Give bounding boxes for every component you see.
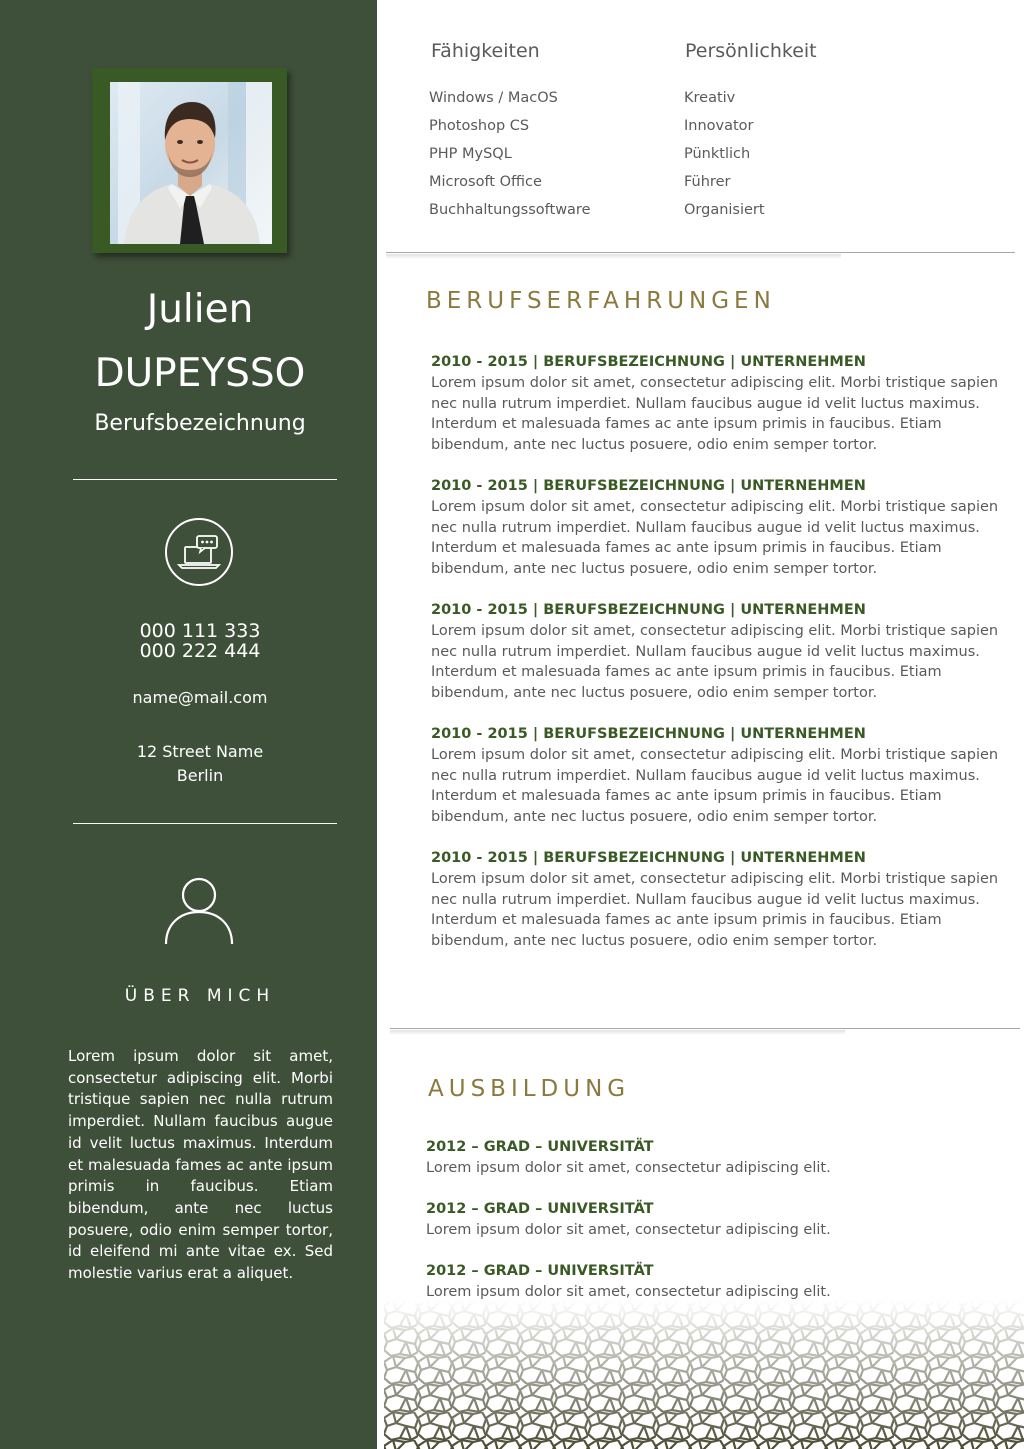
main-content [377, 0, 1024, 1449]
education-heading: 2012 – GRAD – UNIVERSITÄT [426, 1201, 654, 1217]
experience-description: Lorem ipsum dolor sit amet, consectetur adipiscing elit. Morbi tristique sapien nec nulla rutrum imperdiet. Nullam faucibus augue id velit luctus maximus. Interdum et malesuada fames ac ante ipsum primis in faucibus. Etiam bibendum, ante nec luctus posuere, odio enim semper tortor. [431, 871, 999, 950]
section-divider [390, 1028, 1020, 1029]
personality-item: Kreativ [684, 90, 736, 106]
education-entry [426, 1137, 996, 1179]
personality-item: Organisiert [684, 202, 765, 218]
skill-item: Photoshop CS [429, 118, 530, 134]
divider-shadow [386, 254, 841, 259]
experience-heading: 2010 - 2015 | BERUFSBEZEICHNUNG | UNTERNEHMEN [431, 354, 866, 370]
job-title: Berufsbezeichnung [94, 411, 306, 436]
first-name: Julien [146, 287, 254, 332]
personality-title: Persönlichkeit [685, 40, 817, 62]
experience-entry [431, 724, 1001, 828]
street-address: 12 Street Name [136, 742, 264, 761]
experience-heading: 2010 - 2015 | BERUFSBEZEICHNUNG | UNTERNEHMEN [431, 478, 866, 494]
experience-description: Lorem ipsum dolor sit amet, consectetur adipiscing elit. Morbi tristique sapien nec nulla rutrum imperdiet. Nullam faucibus augue id velit luctus maximus. Interdum et malesuada fames ac ante ipsum primis in faucibus. Etiam bibendum, ante nec luctus posuere, odio enim semper tortor. [431, 499, 999, 578]
education-title: AUSBILDUNG [428, 1076, 631, 1102]
education-description: Lorem ipsum dolor sit amet, consectetur adipiscing elit. [426, 1222, 831, 1238]
personality-item: Pünktlich [684, 146, 751, 162]
experience-description: Lorem ipsum dolor sit amet, consectetur adipiscing elit. Morbi tristique sapien nec nulla rutrum imperdiet. Nullam faucibus augue id velit luctus maximus. Interdum et malesuada fames ac ante ipsum primis in faucibus. Etiam bibendum, ante nec luctus posuere, odio enim semper tortor. [431, 623, 999, 702]
about-title: ÜBER MICH [124, 986, 276, 1006]
experience-description: Lorem ipsum dolor sit amet, consectetur adipiscing elit. Morbi tristique sapien nec nulla rutrum imperdiet. Nullam faucibus augue id velit luctus maximus. Interdum et malesuada fames ac ante ipsum primis in faucibus. Etiam bibendum, ante nec luctus posuere, odio enim semper tortor. [431, 747, 999, 826]
experience-entry [431, 848, 1001, 952]
photo-frame [92, 68, 287, 253]
skill-item: Windows / MacOS [429, 90, 558, 106]
education-entry [426, 1199, 996, 1241]
education-heading: 2012 – GRAD – UNIVERSITÄT [426, 1139, 654, 1155]
decorative-mosaic-pattern [384, 1300, 1024, 1449]
experience-entry [431, 600, 1001, 704]
sidebar-divider [73, 823, 337, 824]
experience-heading: 2010 - 2015 | BERUFSBEZEICHNUNG | UNTERNEHMEN [431, 602, 866, 618]
profile-photo [110, 82, 272, 244]
phone-number-1[interactable]: 000 111 333 [139, 620, 261, 642]
section-divider [386, 252, 1015, 253]
education-description: Lorem ipsum dolor sit amet, consectetur adipiscing elit. [426, 1284, 831, 1300]
skills-title: Fähigkeiten [431, 40, 540, 62]
education-heading: 2012 – GRAD – UNIVERSITÄT [426, 1263, 654, 1279]
experience-description: Lorem ipsum dolor sit amet, consectetur adipiscing elit. Morbi tristique sapien nec nulla rutrum imperdiet. Nullam faucibus augue id velit luctus maximus. Interdum et malesuada fames ac ante ipsum primis in faucibus. Etiam bibendum, ante nec luctus posuere, odio enim semper tortor. [431, 375, 999, 454]
skill-item: PHP MySQL [429, 146, 512, 162]
divider-shadow [390, 1030, 845, 1035]
about-text: Lorem ipsum dolor sit amet, consectetur adipiscing elit. Morbi tristique sapien nec nulla rutrum imperdiet. Nullam faucibus augue id velit luctus maximus. Interdum et malesuada fames ac ante ipsum primis in faucibus. Etiam bibendum, ante nec luctus posuere, odio enim semper tortor, id eleifend mi ante vitae ex. Sed molestie varius erat a aliquet. [68, 1047, 333, 1283]
city: Berlin [176, 766, 224, 785]
person-icon [163, 874, 235, 946]
experience-heading: 2010 - 2015 | BERUFSBEZEICHNUNG | UNTERNEHMEN [431, 850, 866, 866]
laptop-chat-icon [163, 516, 235, 588]
profile-photo-illustration [110, 82, 272, 244]
personality-item: Innovator [684, 118, 754, 134]
education-entry [426, 1261, 996, 1303]
sidebar [0, 0, 377, 1449]
phone-number-2[interactable]: 000 222 444 [139, 640, 261, 662]
experience-entry [431, 476, 1001, 580]
skill-item: Buchhaltungssoftware [429, 202, 591, 218]
experience-heading: 2010 - 2015 | BERUFSBEZEICHNUNG | UNTERNEHMEN [431, 726, 866, 742]
sidebar-divider [73, 479, 337, 480]
experience-title: BERUFSERFAHRUNGEN [426, 288, 776, 314]
last-name: DUPEYSSO [94, 351, 306, 396]
personality-item: Führer [684, 174, 731, 190]
education-description: Lorem ipsum dolor sit amet, consectetur adipiscing elit. [426, 1160, 831, 1176]
skill-item: Microsoft Office [429, 174, 542, 190]
skills-list [429, 84, 591, 224]
email-address[interactable]: name@mail.com [132, 688, 268, 707]
experience-entry [431, 352, 1001, 456]
personality-list [684, 84, 765, 224]
